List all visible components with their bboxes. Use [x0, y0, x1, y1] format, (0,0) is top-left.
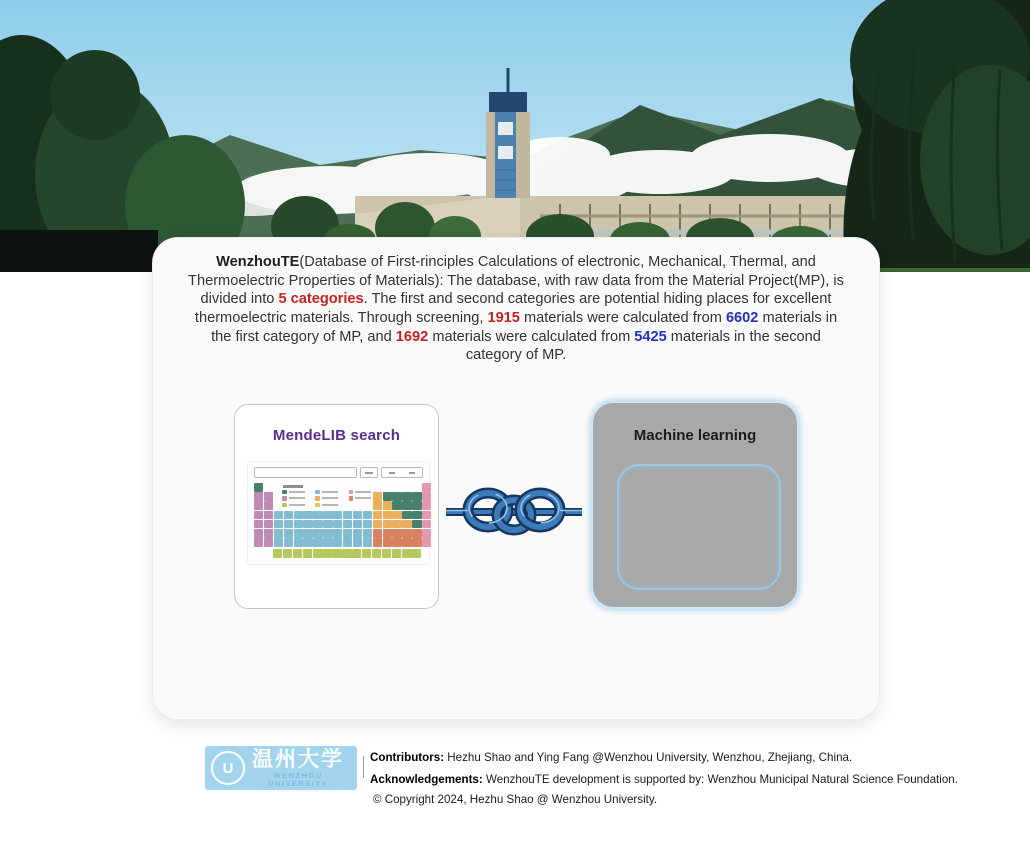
machine-learning-placeholder — [617, 464, 781, 590]
intro-seg6: materials in the second category of MP. — [465, 328, 821, 364]
university-name-english: WENZHOU UNIVERSITY — [267, 771, 328, 788]
count-second-screened: 1692 — [395, 328, 429, 345]
periodic-table-illustration — [247, 461, 430, 565]
main-card — [152, 237, 880, 720]
intro-seg5: materials were calculated from — [428, 328, 635, 345]
periodic-table-legend — [282, 485, 378, 511]
machine-learning-card[interactable] — [591, 401, 799, 609]
copyright-line: © Copyright 2024, Hezhu Shao @ Wenzhou University. — [372, 793, 658, 806]
count-second-total: 5425 — [634, 328, 667, 345]
intro-seg1: (Database of First-rinciples Calculations of electronic, Mechanical, Thermal, and Thermoelectric Properties of Materials): The database, with raw data from the Material Project(MP), is divided into — [188, 254, 844, 308]
university-name — [245, 749, 351, 787]
footer-credits — [370, 751, 958, 796]
wenzhou-university-logo — [205, 746, 357, 790]
university-name-chinese: 温州大学 — [252, 747, 344, 771]
category-toggle-control — [381, 467, 423, 478]
intro-seg3: materials were calculated from — [519, 310, 726, 327]
knot-icon — [444, 478, 584, 546]
lanthanide-row — [273, 549, 421, 558]
element-search-input — [254, 467, 357, 478]
count-first-total: 6602 — [725, 310, 759, 327]
machine-learning-title: Machine learning — [633, 427, 757, 444]
mendelib-search-title: MendeLIB search — [272, 427, 401, 444]
intro-paragraph — [153, 238, 879, 365]
search-go-button — [360, 467, 378, 478]
site-title: WenzhouTE — [216, 254, 300, 270]
periodic-table-toolbar — [254, 467, 423, 478]
footer-divider — [363, 756, 364, 778]
intro-seg4: materials in the first category of MP, and — [211, 310, 838, 345]
categories-highlight: 5 categories — [278, 291, 364, 308]
intro-seg2: . The first and second categories are potential hiding places for excellent thermoelectric materials. Through screening, — [194, 291, 832, 327]
count-first-screened: 1915 — [487, 310, 520, 327]
campus-photo-illustration — [0, 0, 1030, 272]
campus-photo-banner — [0, 0, 1030, 272]
university-seal-icon: U — [211, 751, 245, 785]
mendelib-search-card[interactable] — [234, 404, 439, 609]
contributors-line: Contributors: Hezhu Shao and Ying Fang @Wenzhou University, Wenzhou, Zhejiang, China. — [370, 751, 853, 764]
acknowledgements-line: Acknowledgements: WenzhouTE development is supported by: Wenzhou Municipal Natural Science Foundation. — [370, 773, 958, 787]
